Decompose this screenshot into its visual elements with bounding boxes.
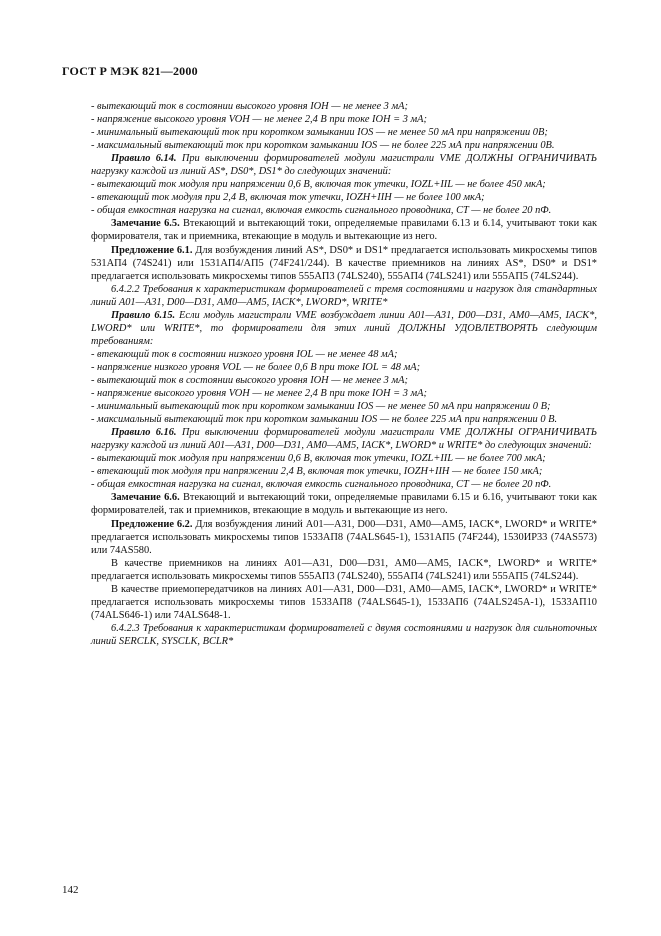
requirement-item: - напряжение высокого уровня VOH — не менее 2,4 В при токе IOH = 3 мА; <box>91 114 427 126</box>
requirement-item: - втекающий ток модуля при 2,4 В, включая ток утечки, IOZH+IIH — не более 100 мкА; <box>91 192 485 204</box>
section-6-4-2-2: 6.4.2.2 Требования к характеристикам формирователей с тремя состояниями и нагрузок для стандартных линий А01—А31, D00—D31, АМ0—АМ5, IACK*, LWORD*, WRITE* <box>91 283 597 308</box>
rule-label: Правило 6.16. <box>111 427 177 439</box>
document-header: ГОСТ Р МЭК 821—2000 <box>62 64 198 78</box>
suggestion-6-1: Предложение 6.1. Для возбуждения линий AS*, DS0* и DS1* предлагается использовать микросхемы типов 531АП4 (74S241) или 1531АП4/АП5 (74F241/244). В качестве приемников на линиях AS*, DS0* и DS1* предлагается использовать микросхемы типов 555АП3 (74LS240), 555АП4 (74LS241) или 555АП5 (74LS244). <box>91 244 597 282</box>
requirement-item: - вытекающий ток модуля при напряжении 0,6 В, включая ток утечки, IOZL+IIL — не более 450 мкА; <box>91 179 546 191</box>
requirement-item: - общая емкостная нагрузка на сигнал, включая емкость сигнального проводника, CT — не более 20 пФ. <box>91 479 552 491</box>
note-label: Замечание 6.5. <box>111 218 180 230</box>
suggestion-label: Предложение 6.1. <box>111 244 193 256</box>
transceivers-paragraph: В качестве приемопередатчиков на линиях А01—А31, D00—D31, АМ0—АМ5, IACK*, LWORD* и WRITE* предлагается использовать микросхемы типов 1533АП8 (74ALS645-1), 1533АП6 (74ALS245А-1), 1533АП10 (74ALS646-1) или 74ALS648-1. <box>91 583 597 621</box>
rule-6-16: Правило 6.16. При выключении формирователей модули магистрали VME ДОЛЖНЫ ОГРАНИЧИВАТЬ нагрузку каждой из линий А01—А31, D00—D31, АМ0—АМ5, IACK*, LWORD* и WRITE* до следующих значений: <box>91 427 597 452</box>
requirement-item: - общая емкостная нагрузка на сигнал, включая емкость сигнального проводника, CT — не более 20 пФ. <box>91 205 552 217</box>
suggestion-label: Предложение 6.2. <box>111 518 193 530</box>
suggestion-6-2: Предложение 6.2. Для возбуждения линий А01—А31, D00—D31, АМ0—АМ5, IACK*, LWORD* и WRITE* предлагается использовать микросхемы типов 1533АП8 (74ALS645-1), 1531АП5 (74F244), 1530ИР33 (74AS573) или 74AS580. <box>91 518 597 556</box>
requirement-item: - вытекающий ток модуля при напряжении 0,6 В, включая ток утечки, IOZL+IIL — не более 700 мкА; <box>91 453 546 465</box>
requirement-item: - максимальный вытекающий ток при коротком замыкании IOS — не более 225 мА при напряжении 0В. <box>91 140 555 152</box>
requirement-item: - втекающий ток модуля при напряжении 2,4 В, включая ток утечки, IOZH+IIH — не более 150 мкА; <box>91 466 543 478</box>
rule-label: Правило 6.14. <box>111 153 177 165</box>
requirement-item: - напряжение высокого уровня VOH — не менее 2,4 В при токе IOH = 3 мА; <box>91 388 427 400</box>
section-6-4-2-3: 6.4.2.3 Требования к характеристикам формирователей с двумя состояниями и нагрузок для сильноточных линий SERCLK, SYSCLK, BCLR* <box>91 622 597 647</box>
requirement-item: - вытекающий ток в состоянии высокого уровня IOH — не менее 3 мА; <box>91 101 408 112</box>
requirement-item: - вытекающий ток в состоянии высокого уровня IOH — не менее 3 мА; <box>91 374 408 386</box>
receivers-paragraph: В качестве приемников на линиях А01—А31, D00—D31, АМ0—АМ5, IACK*, LWORD* и WRITE* предлагается использовать микросхемы типов 555АП3 (74LS240), 555АП4 (74LS241) или 555АП5 (74LS244). <box>91 557 597 582</box>
requirement-item: - максимальный вытекающий ток при коротком замыкании IOS — не более 225 мА при напряжении 0 В. <box>91 414 558 426</box>
rule-6-14: Правило 6.14. При выключении формирователей модули магистрали VME ДОЛЖНЫ ОГРАНИЧИВАТЬ нагрузку каждой из линий AS*, DS0*, DS1* до следующих значений: <box>91 153 597 178</box>
note-6-5: Замечание 6.5. Втекающий и вытекающий токи, определяемые правилами 6.13 и 6.14, учитывают токи как формирователя, так и приемника, втекающие в модуль и вытекающие из него. <box>91 218 598 243</box>
requirement-item: - втекающий ток в состоянии низкого уровня IOL — не менее 48 мА; <box>91 348 398 360</box>
requirement-item: - минимальный вытекающий ток при коротком замыкании IOS — не менее 50 мА при напряжении 0В; <box>91 127 548 139</box>
page-number: 142 <box>62 884 79 896</box>
document-body <box>91 100 597 648</box>
note-6-6: Замечание 6.6. Втекающий и вытекающий токи, определяемые правилами 6.15 и 6.16, учитывают токи как формирователей, так и приемников, втекающие в модуль и вытекающие из него. <box>91 492 598 517</box>
requirement-item: - напряжение низкого уровня VOL — не более 0,6 В при токе IOL = 48 мА; <box>91 361 421 373</box>
rule-6-15: Правило 6.15. Если модуль магистрали VME возбуждает линии А01—А31, D00—D31, АМ0—АМ5, IACK*, LWORD* или WRITE*, то формирователи для этих линий ДОЛЖНЫ УДОВЛЕТВОРЯТЬ следующим требованиям: <box>91 309 597 347</box>
note-label: Замечание 6.6. <box>111 492 180 504</box>
requirement-item: - минимальный вытекающий ток при коротком замыкании IOS — не менее 50 мА при напряжении 0 В; <box>91 401 551 413</box>
rule-label: Правило 6.15. <box>111 309 176 321</box>
